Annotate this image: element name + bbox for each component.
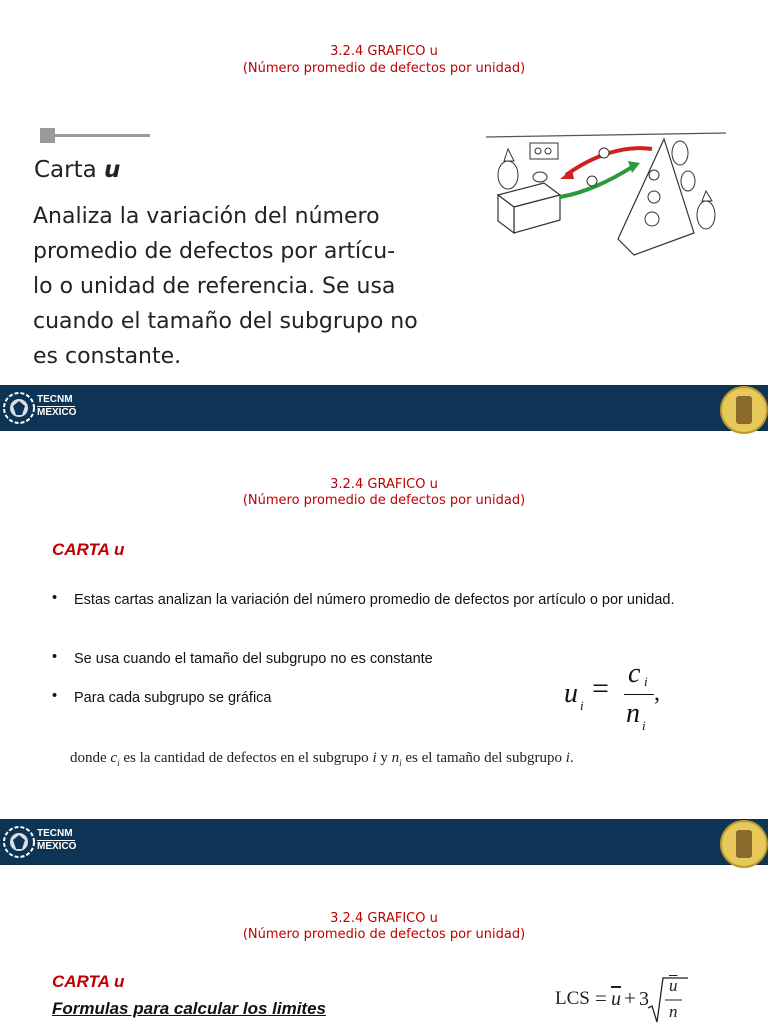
note-var: c [110,750,118,766]
tecnm-logo-text [37,395,76,418]
note-text: es el tamaño del subgrupo [401,750,566,766]
slide1-body [33,199,473,374]
note-text: donde [70,750,111,766]
formula-coef: 3 [639,988,649,1010]
logo-line1: TECNM [37,394,73,405]
note-text: y [376,750,392,766]
body-line: lo o unidad de referencia. Se usa [33,274,396,299]
formula-note [70,750,574,768]
slide1-heading [34,157,120,183]
slide1-heading-var: u [104,157,121,183]
slide1-subtitle: (Número promedio de defectos por unidad) [242,61,526,76]
slide3-title: 3.2.4 GRAFICO u [330,911,438,926]
bullet-item: • Para cada subgrupo se gráfica [52,688,702,710]
bullet-text: Se usa cuando el tamaño del subgrupo no es constante [74,651,433,667]
heading-rule [55,134,150,137]
formula-rad-num: $\overline{u}$ [669,976,678,995]
institution-seal-icon [720,820,768,868]
note-var: i [565,750,570,766]
formula-num: c [628,658,641,689]
formula-lhs: LCS [555,988,590,1009]
footer-bar [0,819,768,865]
logo-line2: MEXICO [37,407,77,418]
fraction-bar [624,694,654,695]
lcs-formula [555,976,695,1024]
slide2-subtitle: (Número promedio de defectos por unidad) [242,493,526,508]
formula-den-sub: i [642,718,646,733]
sqrt-sign-icon [648,976,688,1024]
ui-formula [564,660,674,740]
note-text: es la cantidad de defectos en el subgrupo [119,750,373,766]
note-text: . [569,750,574,766]
formula-equals: = [595,986,607,1010]
formula-lhs: u [564,678,578,709]
bullet-text: Estas cartas analizan la variación del número promedio de defectos por artículo o por unidad. [74,592,675,608]
formula-lhs-sub: i [580,698,584,713]
body-line: es constante. [33,344,182,369]
slide3-heading: CARTA u [52,972,125,991]
footer-bar [0,385,768,431]
tecnm-emblem-icon [2,823,36,861]
body-line: cuando el tamaño del subgrupo no [33,309,418,334]
cartoon-illustration [484,115,728,257]
bullet-item: • Estas cartas analizan la variación del número promedio de defectos por artículo o por unidad. [52,590,702,634]
slide3-subtitle: (Número promedio de defectos por unidad) [242,927,526,942]
note-var: n [391,750,400,766]
logo-line2: MEXICO [37,841,77,852]
formula-equals: = [592,672,609,705]
formula-num-sub: i [644,674,648,689]
body-line: promedio de defectos por artícu- [33,239,396,264]
heading-square-marker [40,128,55,143]
institution-seal-icon [720,386,768,434]
slide1-title: 3.2.4 GRAFICO u [330,44,438,59]
note-var: i [372,750,377,766]
slide3-subheading: Formulas para calcular los limites [52,999,327,1018]
tecnm-emblem-icon [2,389,36,427]
note-sub: i [399,758,402,768]
slide2-title: 3.2.4 GRAFICO u [330,477,438,492]
note-sub: i [117,758,120,768]
logo-line1: TECNM [37,828,73,839]
formula-ubar: $\overline{u}$ [611,988,621,1010]
bullet-text: Para cada subgrupo se gráfica [74,690,272,706]
slide1-heading-text: Carta [34,157,105,183]
formula-comma: , [654,680,660,706]
slide2-heading: CARTA u [52,540,125,559]
tecnm-logo-text [37,829,76,852]
bullet-item: • Se usa cuando el tamaño del subgrupo no es constante [52,649,702,671]
formula-den: n [626,698,640,729]
body-line: Analiza la variación del número [33,204,380,229]
formula-plus: + [624,986,636,1010]
formula-rad-den: n [669,1002,678,1021]
